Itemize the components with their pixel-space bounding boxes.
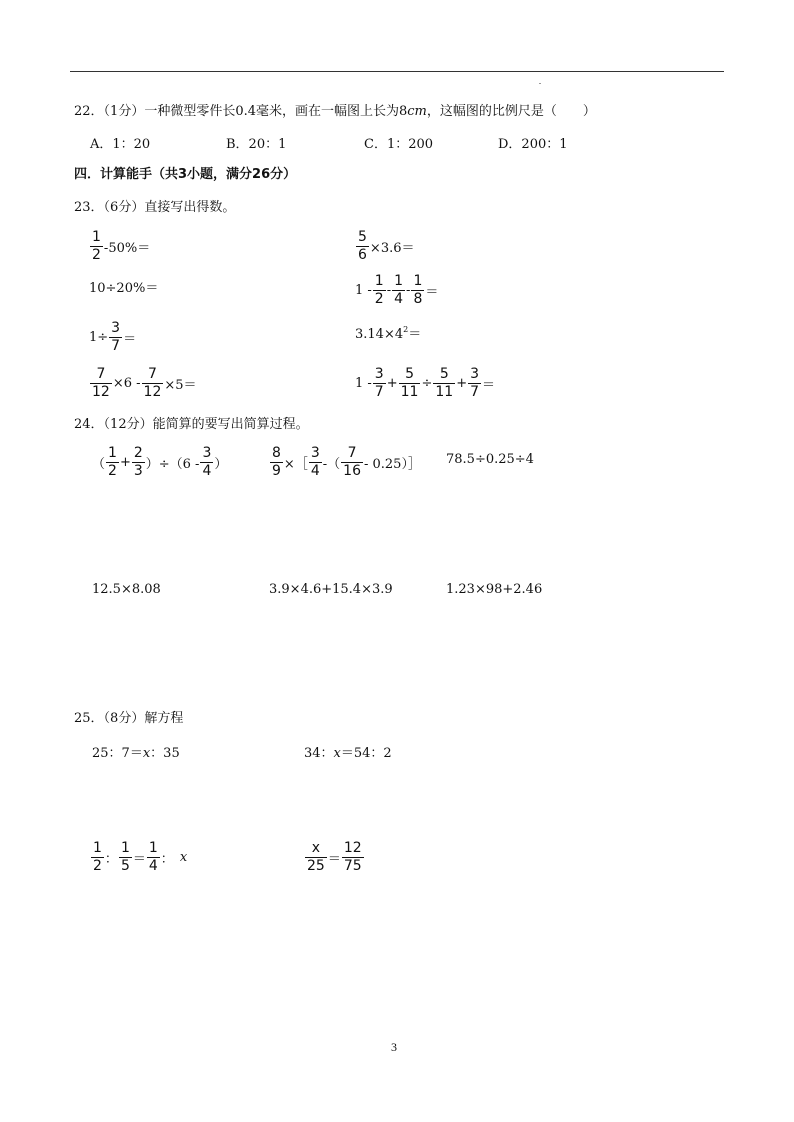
fraction: $\frac{3}{7}$ (374, 366, 384, 400)
fraction: $\frac{2}{3}$ (133, 445, 143, 479)
q25-expr-1: 25：7＝x：35 (92, 746, 180, 761)
fraction: $\frac{7}{12}$ (143, 366, 162, 400)
q24-stem: 24．（12分）能简算的要写出简算过程。 (74, 417, 309, 432)
fraction: $\frac{x}{25}$ (307, 840, 325, 874)
fraction: $\frac{5}{11}$ (435, 366, 454, 400)
q22-option-b: B．20：1 (226, 137, 287, 152)
q24-expr-6: 1.23×98+2.46 (446, 582, 543, 597)
q23-stem: 23．（6分）直接写出得数。 (74, 200, 236, 215)
q22-stem-text: 22．（1分）一种微型零件长0.4毫米，画在一幅图上长为8 (74, 104, 408, 119)
q22-option-c: C．1：200 (364, 137, 434, 152)
fraction: $\frac{1}{4}$ (148, 840, 158, 874)
fraction: $\frac{5}{6}$ (358, 229, 367, 263)
q25-stem: 25．（8分）解方程 (74, 711, 184, 726)
fraction: $\frac{3}{7}$ (111, 320, 121, 354)
fraction: $\frac{1}{2}$ (93, 840, 102, 874)
q23-expr-4: 1 - $\frac{1}{2}$ - $\frac{1}{4}$ - $\frac{1}{8}$ ＝ (355, 273, 439, 307)
header-dot (539, 83, 541, 84)
q24-expr-4: 12.5×8.08 (92, 582, 161, 597)
q23-expr-1: $\frac{1}{2}$ -50%＝ (92, 229, 151, 263)
q23-expr-6: $3.14\times 4^2=$ (355, 325, 422, 342)
fraction: $\frac{8}{9}$ (272, 445, 281, 479)
q22-option-a: A．1：20 (90, 137, 151, 152)
fraction: $\frac{1}{2}$ (92, 229, 101, 263)
page-number: 3 (391, 1040, 397, 1054)
q24-expr-2: $\frac{8}{9}$ ×［ $\frac{3}{4}$ -（ $\frac{7}{16}$ - 0.25）］ (272, 445, 421, 479)
fraction: $\frac{1}{8}$ (413, 273, 423, 307)
q25-expr-2: 34：x＝54：2 (304, 746, 392, 761)
q23-expr-7: $\frac{7}{12}$ ×6 - $\frac{7}{12}$ ×5＝ (92, 366, 197, 400)
fraction: $\frac{7}{16}$ (343, 445, 361, 479)
q23-expr-2: $\frac{5}{6}$ ×3.6＝ (358, 229, 415, 263)
q23-expr-3: 10÷20%＝ (89, 281, 159, 296)
fraction: $\frac{1}{2}$ (374, 273, 384, 307)
header-rule (70, 71, 724, 72)
fraction: $\frac{1}{4}$ (394, 273, 404, 307)
fraction: $\frac{12}{75}$ (343, 840, 362, 874)
q24-expr-5: 3.9×4.6+15.4×3.9 (269, 582, 393, 597)
fraction: $\frac{3}{4}$ (202, 445, 212, 479)
q24-expr-1: （ $\frac{1}{2}$ + $\frac{2}{3}$ ）÷（6 - $\frac{3}{4}$ ） (92, 445, 228, 479)
section-title: 四．计算能手（共3小题，满分26分） (74, 167, 297, 182)
fraction: $\frac{3}{7}$ (470, 366, 480, 400)
q25-expr-4: $\frac{x}{25}$ ＝ $\frac{12}{75}$ (307, 840, 362, 874)
q23-expr-5: 1÷ $\frac{3}{7}$ ＝ (89, 320, 137, 354)
fraction: $\frac{7}{12}$ (92, 366, 110, 400)
fraction: $\frac{1}{5}$ (120, 840, 130, 874)
fraction: $\frac{5}{11}$ (400, 366, 419, 400)
fraction: $\frac{3}{4}$ (310, 445, 320, 479)
q22-option-d: D．200：1 (498, 137, 568, 152)
q25-expr-3: $\frac{1}{2}$ ： $\frac{1}{5}$ ＝ $\frac{1}{4}$ ： x (93, 840, 188, 874)
q23-expr-8: 1 - $\frac{3}{7}$ + $\frac{5}{11}$ ÷ $\frac{5}{11}$ + $\frac{3}{7}$ ＝ (355, 366, 496, 400)
q24-expr-3: 78.5÷0.25÷4 (446, 452, 534, 467)
q22-stem (74, 103, 596, 121)
q22-stem-tail: ，这幅图的比例尺是（ ） (426, 104, 596, 119)
q22-unit: cm (407, 104, 427, 119)
fraction: $\frac{1}{2}$ (108, 445, 117, 479)
